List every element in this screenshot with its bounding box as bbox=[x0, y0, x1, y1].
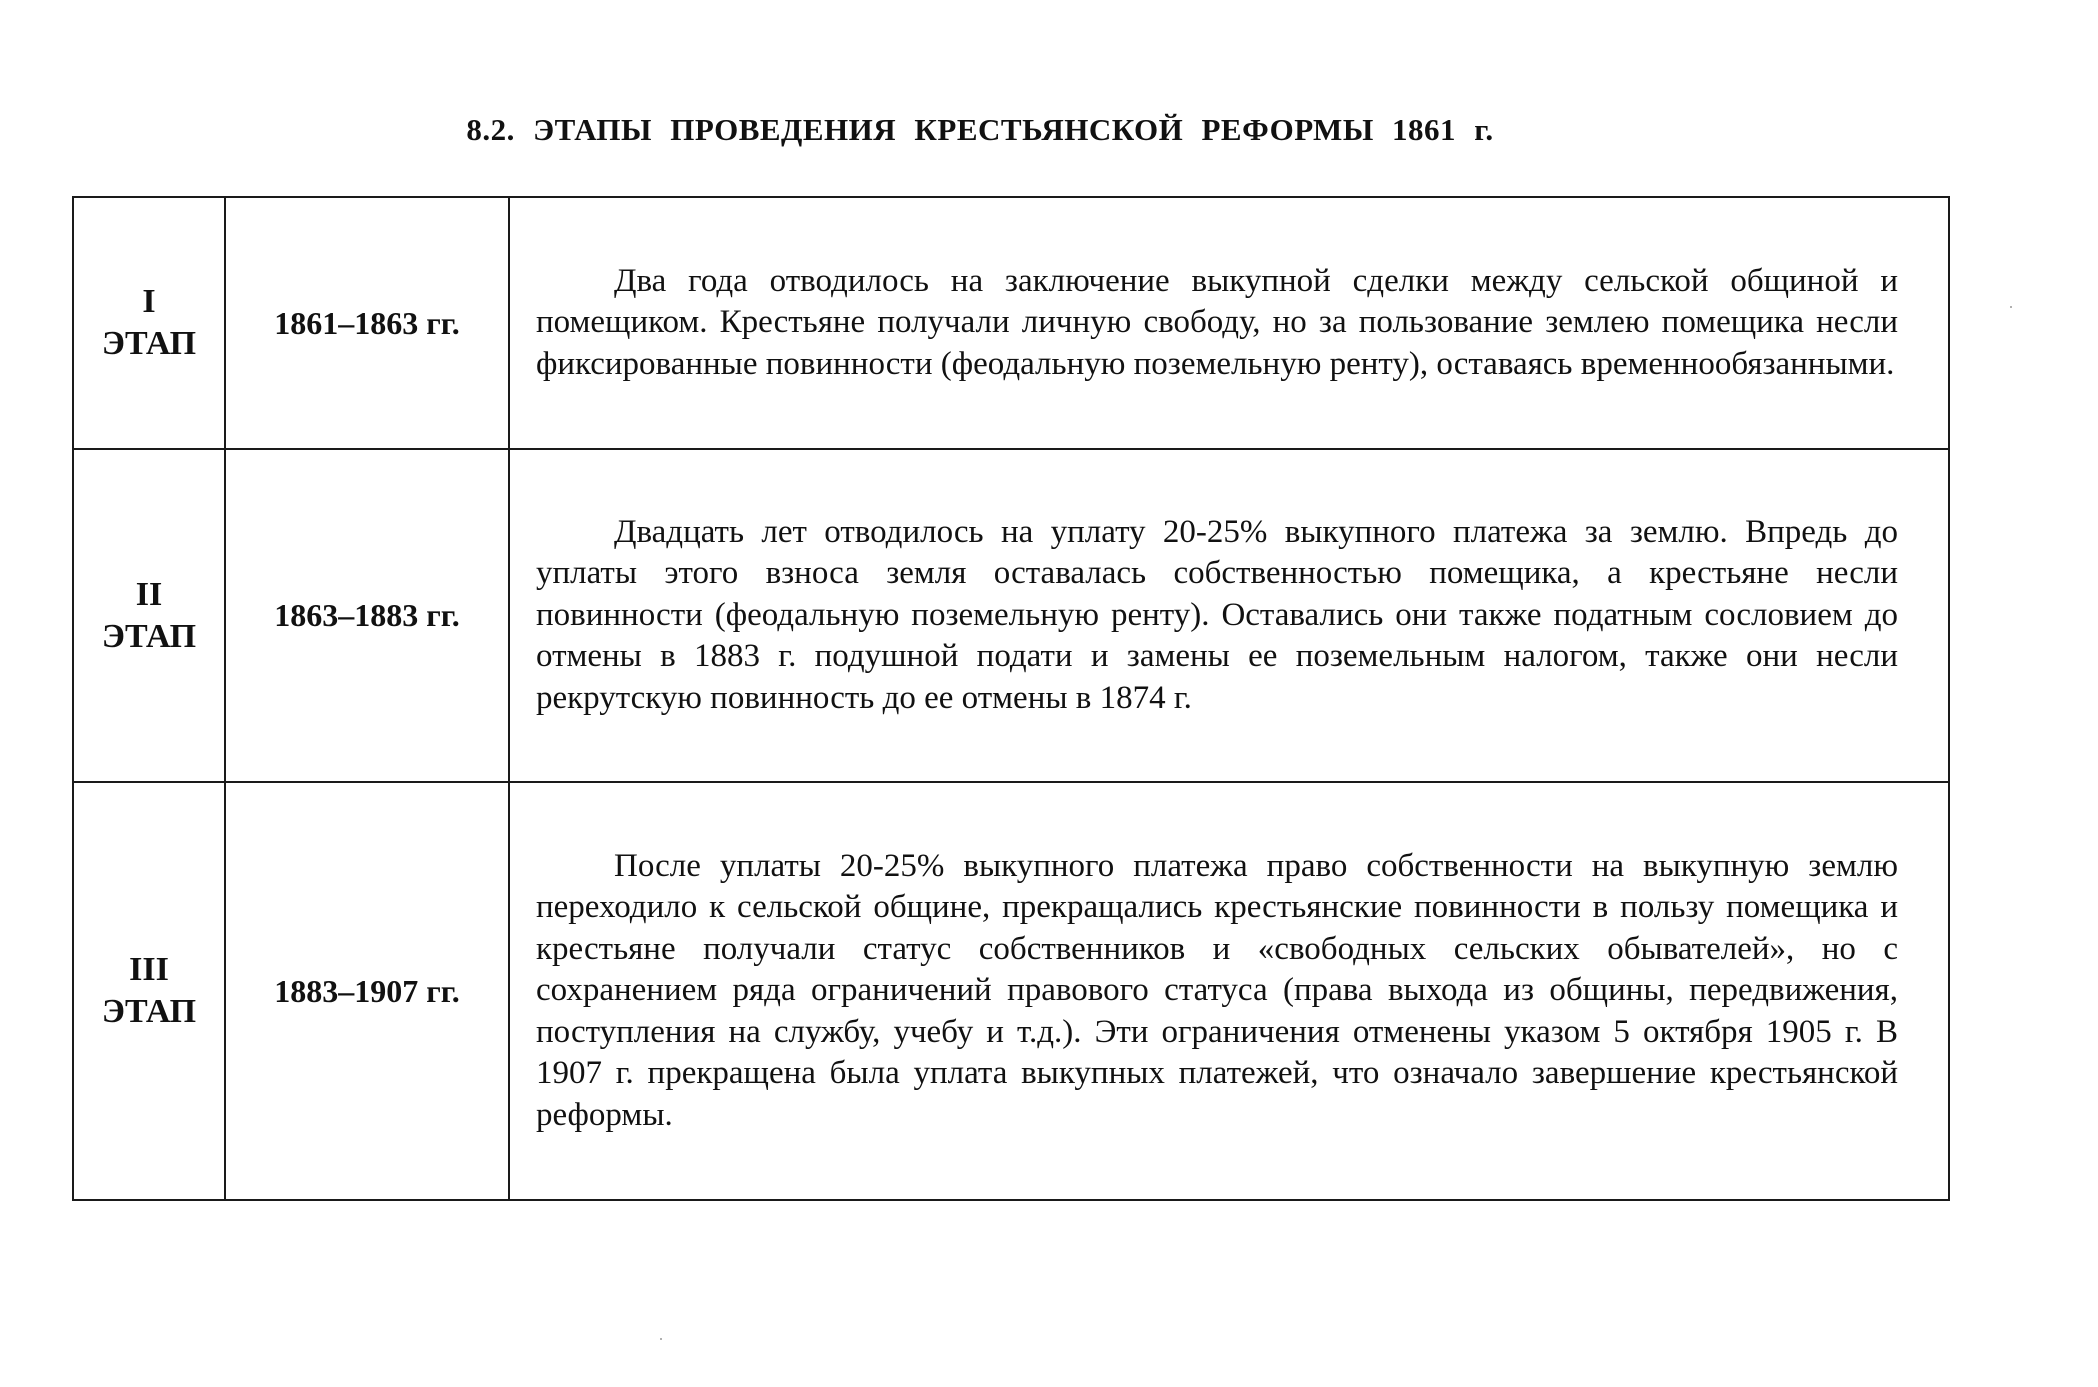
stage-word: ЭТАП bbox=[101, 325, 197, 362]
stage-numeral: I bbox=[142, 283, 156, 320]
stage-description: Два года отводилось на заключение выкупной сделки между сельской общиной и помещиком. Крестьяне получали личную свободу, но за пользование землею помещика несли фиксированные повинности (феодальную поземельную ренту), оставаясь временнообязанными. bbox=[509, 197, 1949, 449]
stage-years: 1863–1883 гг. bbox=[225, 449, 509, 782]
stage-label-cell bbox=[73, 449, 225, 782]
stage-label-cell bbox=[73, 197, 225, 449]
table-row-stage-2 bbox=[73, 449, 1949, 782]
stage-word: ЭТАП bbox=[101, 993, 197, 1030]
stage-years: 1861–1863 гг. bbox=[225, 197, 509, 449]
scan-speck bbox=[660, 1338, 662, 1340]
stage-numeral: III bbox=[129, 951, 169, 988]
table-row-stage-1 bbox=[73, 197, 1949, 449]
scan-speck bbox=[2010, 306, 2012, 308]
table-row-stage-3 bbox=[73, 782, 1949, 1200]
stage-years: 1883–1907 гг. bbox=[225, 782, 509, 1200]
stage-word: ЭТАП bbox=[101, 617, 197, 655]
stage-description: Двадцать лет отводилось на уплату 20-25% выкупного платежа за землю. Впредь до уплаты этого взноса земля оставалась собственностью помещика, а крестьяне несли повинности (феодальную поземельную ренту). Оставались они также податным сословием до отмены в 1883 г. подушной подати и замены ее поземельным налогом, также они несли рекрутскую повинность до ее отмены в 1874 г. bbox=[509, 449, 1949, 782]
stage-numeral: II bbox=[135, 575, 163, 613]
stage-label-cell bbox=[73, 782, 225, 1200]
page-title: 8.2. ЭТАПЫ ПРОВЕДЕНИЯ КРЕСТЬЯНСКОЙ РЕФОРМЫ 1861 г. bbox=[466, 112, 1494, 147]
reform-stages-table bbox=[72, 196, 1950, 1201]
stage-description: После уплаты 20-25% выкупного платежа право собственности на выкупную землю переходило к сельской общине, прекращались крестьянские повинности в пользу помещика и крестьяне получали статус собственников и «свободных сельских обывателей», но с сохранением ряда ограничений правового статуса (права выхода из общины, передвижения, поступления на службу, учебу и т.д.). Эти ограничения отменены указом 5 октября 1905 г. В 1907 г. прекращена была уплата выкупных платежей, что означало завершение крестьянской реформы. bbox=[509, 782, 1949, 1200]
